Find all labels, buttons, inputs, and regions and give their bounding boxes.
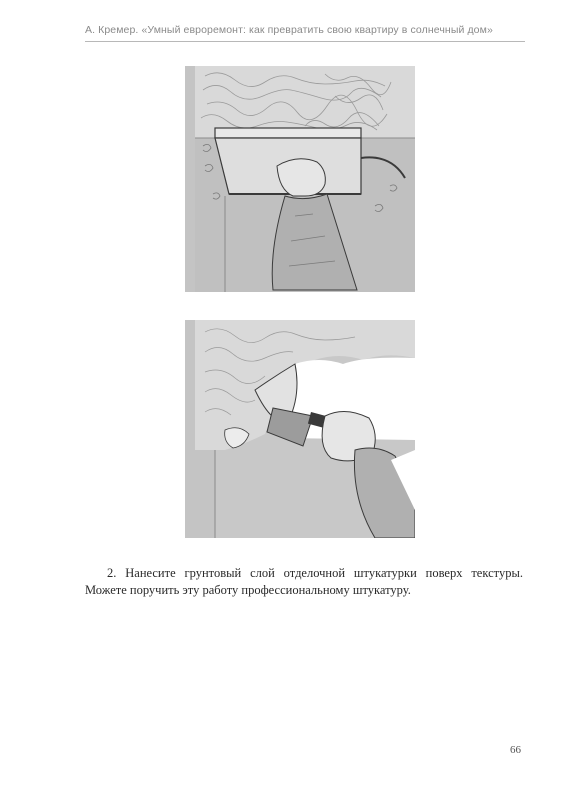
figure-sanding-ceiling [185, 66, 415, 292]
running-header: А. Кремер. «Умный евроремонт: как превратить свою квартиру в солнечный дом» [85, 24, 493, 36]
page-number: 66 [510, 744, 521, 756]
figure-caption [85, 565, 523, 599]
scraping-ceiling-illustration [185, 320, 415, 538]
header-divider [85, 41, 525, 42]
caption-text: 2. Нанесите грунтовый слой отделочной штукатурки поверх текстуры. Можете поручить эту работу профессиональному штукатуру. [85, 566, 523, 597]
figure-scraping-ceiling [185, 320, 415, 538]
sanding-ceiling-illustration [185, 66, 415, 292]
